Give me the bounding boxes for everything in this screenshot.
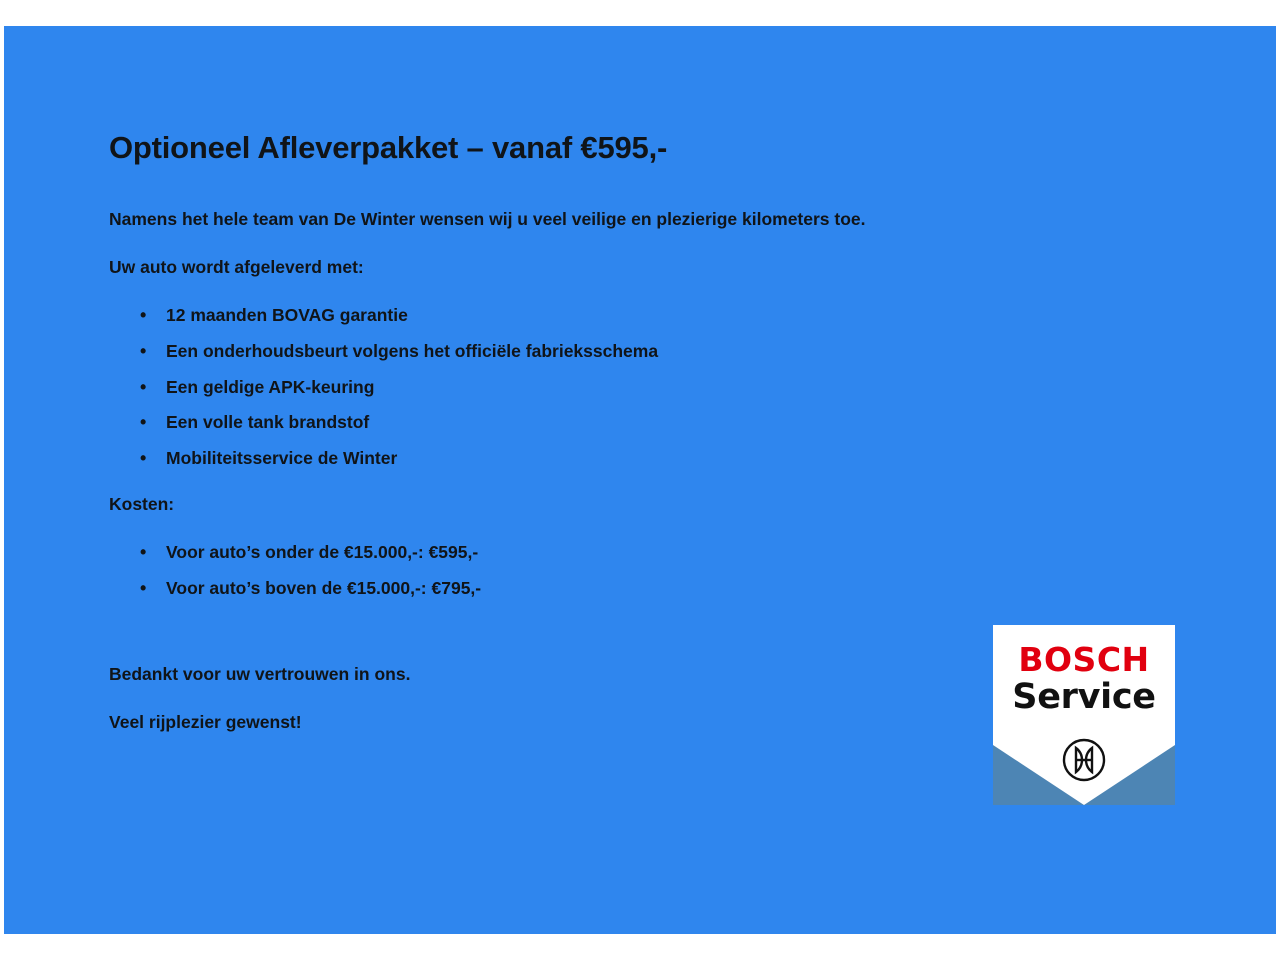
list-item: • Voor auto’s onder de €15.000,-: €595,- <box>109 542 1149 564</box>
page-title: Optioneel Afleverpakket – vanaf €595,- <box>109 130 668 165</box>
list-item: • Mobiliteitsservice de Winter <box>109 448 1149 470</box>
delivery-heading: Uw auto wordt afgeleverd met: <box>109 256 364 277</box>
costs-list <box>109 542 1149 600</box>
intro-paragraph: Namens het hele team van De Winter wensen wij u veel veilige en plezierige kilometers toe. <box>109 209 866 230</box>
logo-wordmark <box>993 640 1175 717</box>
delivery-list <box>109 305 1149 470</box>
logo-bosch-text: BOSCH <box>1018 640 1150 679</box>
bosch-service-logo <box>993 625 1175 805</box>
list-item: • Voor auto’s boven de €15.000,-: €795,- <box>109 578 1149 600</box>
list-item: • Een volle tank brandstof <box>109 412 1149 434</box>
list-item: • 12 maanden BOVAG garantie <box>109 305 1149 327</box>
slide-canvas <box>4 26 1276 934</box>
list-item: • Een onderhoudsbeurt volgens het officiële fabrieksschema <box>109 341 1149 363</box>
thanks-paragraph: Bedankt voor uw vertrouwen in ons. <box>109 663 411 684</box>
list-item: • Een geldige APK-keuring <box>109 377 1149 399</box>
logo-service-text: Service <box>1012 677 1156 717</box>
closing-paragraph: Veel rijplezier gewenst! <box>109 711 302 732</box>
costs-heading: Kosten: <box>109 494 175 515</box>
bosch-armature-icon <box>1062 738 1106 782</box>
